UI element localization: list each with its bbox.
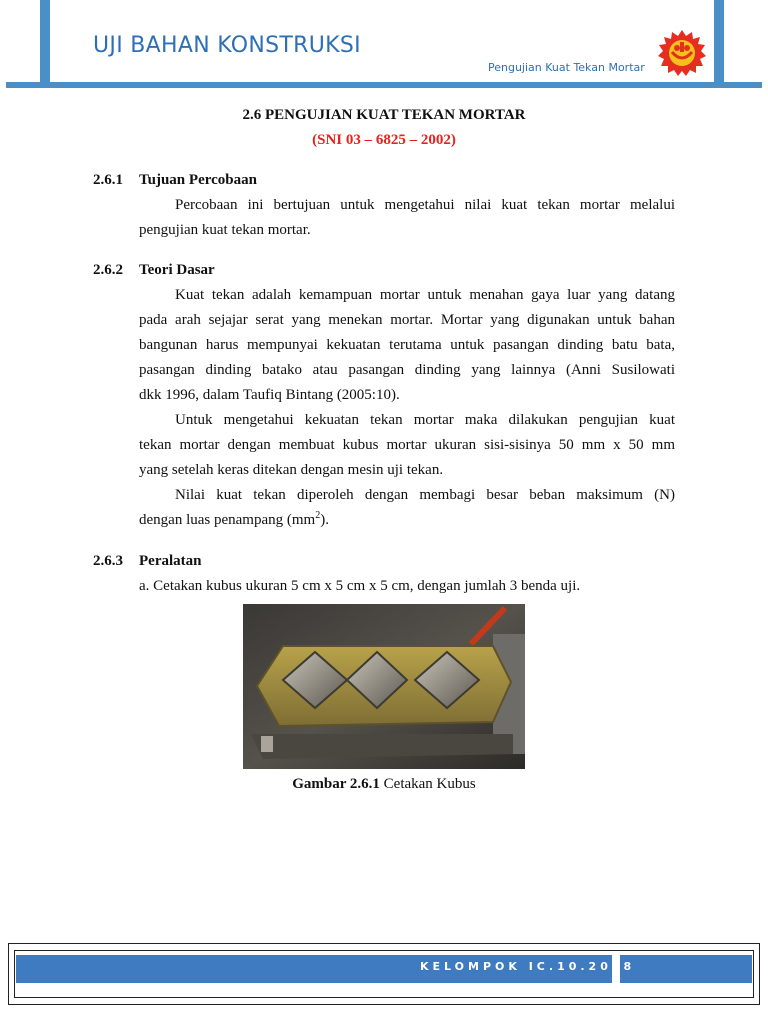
section-heading: 2.6 PENGUJIAN KUAT TEKAN MORTAR (242, 107, 526, 123)
footer-band-right (620, 955, 752, 983)
s262-p1-line3: bangunan harus mempunyai kekuatan terutama untuk pasangan dinding batu bata, (139, 337, 675, 353)
s263-title: Peralatan (139, 553, 202, 569)
s261-number: 2.6.1 (93, 172, 123, 188)
header-title: UJI BAHAN KONSTRUKSI (93, 33, 361, 58)
s262-number: 2.6.2 (93, 262, 123, 278)
s262-p1-line2: pada arah sejajar serat yang menekan mortar. Mortar yang digunakan untuk bahan (139, 312, 675, 328)
s262-p3-line2-text: dengan luas penampang (mm (139, 512, 316, 528)
header-left-bar (40, 0, 50, 88)
s263-item-a: a. Cetakan kubus ukuran 5 cm x 5 cm x 5 cm, dengan jumlah 3 benda uji. (139, 578, 581, 594)
header-right-bar (714, 0, 724, 88)
footer-group-label: KELOMPOK IC.10.2018 (420, 960, 636, 973)
s263-number: 2.6.3 (93, 553, 123, 569)
figure-caption (0, 776, 768, 793)
cube-mold-photo (243, 604, 525, 769)
s261-line1: Percobaan ini bertujuan untuk mengetahui nilai kuat tekan mortar melalui (175, 197, 675, 213)
s262-p1-line1: Kuat tekan adalah kemampuan mortar untuk menahan gaya luar yang datang (175, 287, 675, 303)
s262-p2-line2: tekan mortar dengan membuat kubus mortar ukuran sisi-sisinya 50 mm x 50 mm (139, 437, 675, 453)
s262-p3-line2-end: ). (320, 512, 329, 528)
s262-title: Teori Dasar (139, 262, 215, 278)
s261-title: Tujuan Percobaan (139, 172, 257, 188)
superscript-two: 2 (315, 510, 321, 521)
section-standard: (SNI 03 – 6825 – 2002) (312, 132, 456, 148)
s261-line2: pengujian kuat tekan mortar. (139, 222, 311, 238)
university-logo-icon (657, 28, 707, 78)
figure-caption-text: Cetakan Kubus (379, 776, 476, 792)
figure-label: Gambar 2.6.1 (292, 776, 380, 792)
s262-p1-line4: pasangan dinding batako atau pasangan dinding yang lainnya (Anni Susilowati (139, 362, 675, 378)
s262-p2-line3: yang setelah keras ditekan dengan mesin uji tekan. (139, 462, 444, 478)
s262-p2-line1: Untuk mengetahui kekuatan tekan mortar maka dilakukan pengujian kuat (175, 412, 675, 428)
header-subtitle: Pengujian Kuat Tekan Mortar (488, 61, 645, 74)
header-divider (6, 82, 762, 88)
s262-p3-line2 (139, 508, 329, 533)
s262-p1-line5: dkk 1996, dalam Taufiq Bintang (2005:10). (139, 387, 400, 403)
s262-p3-line1: Nilai kuat tekan diperoleh dengan membagi besar beban maksimum (N) (175, 487, 675, 503)
